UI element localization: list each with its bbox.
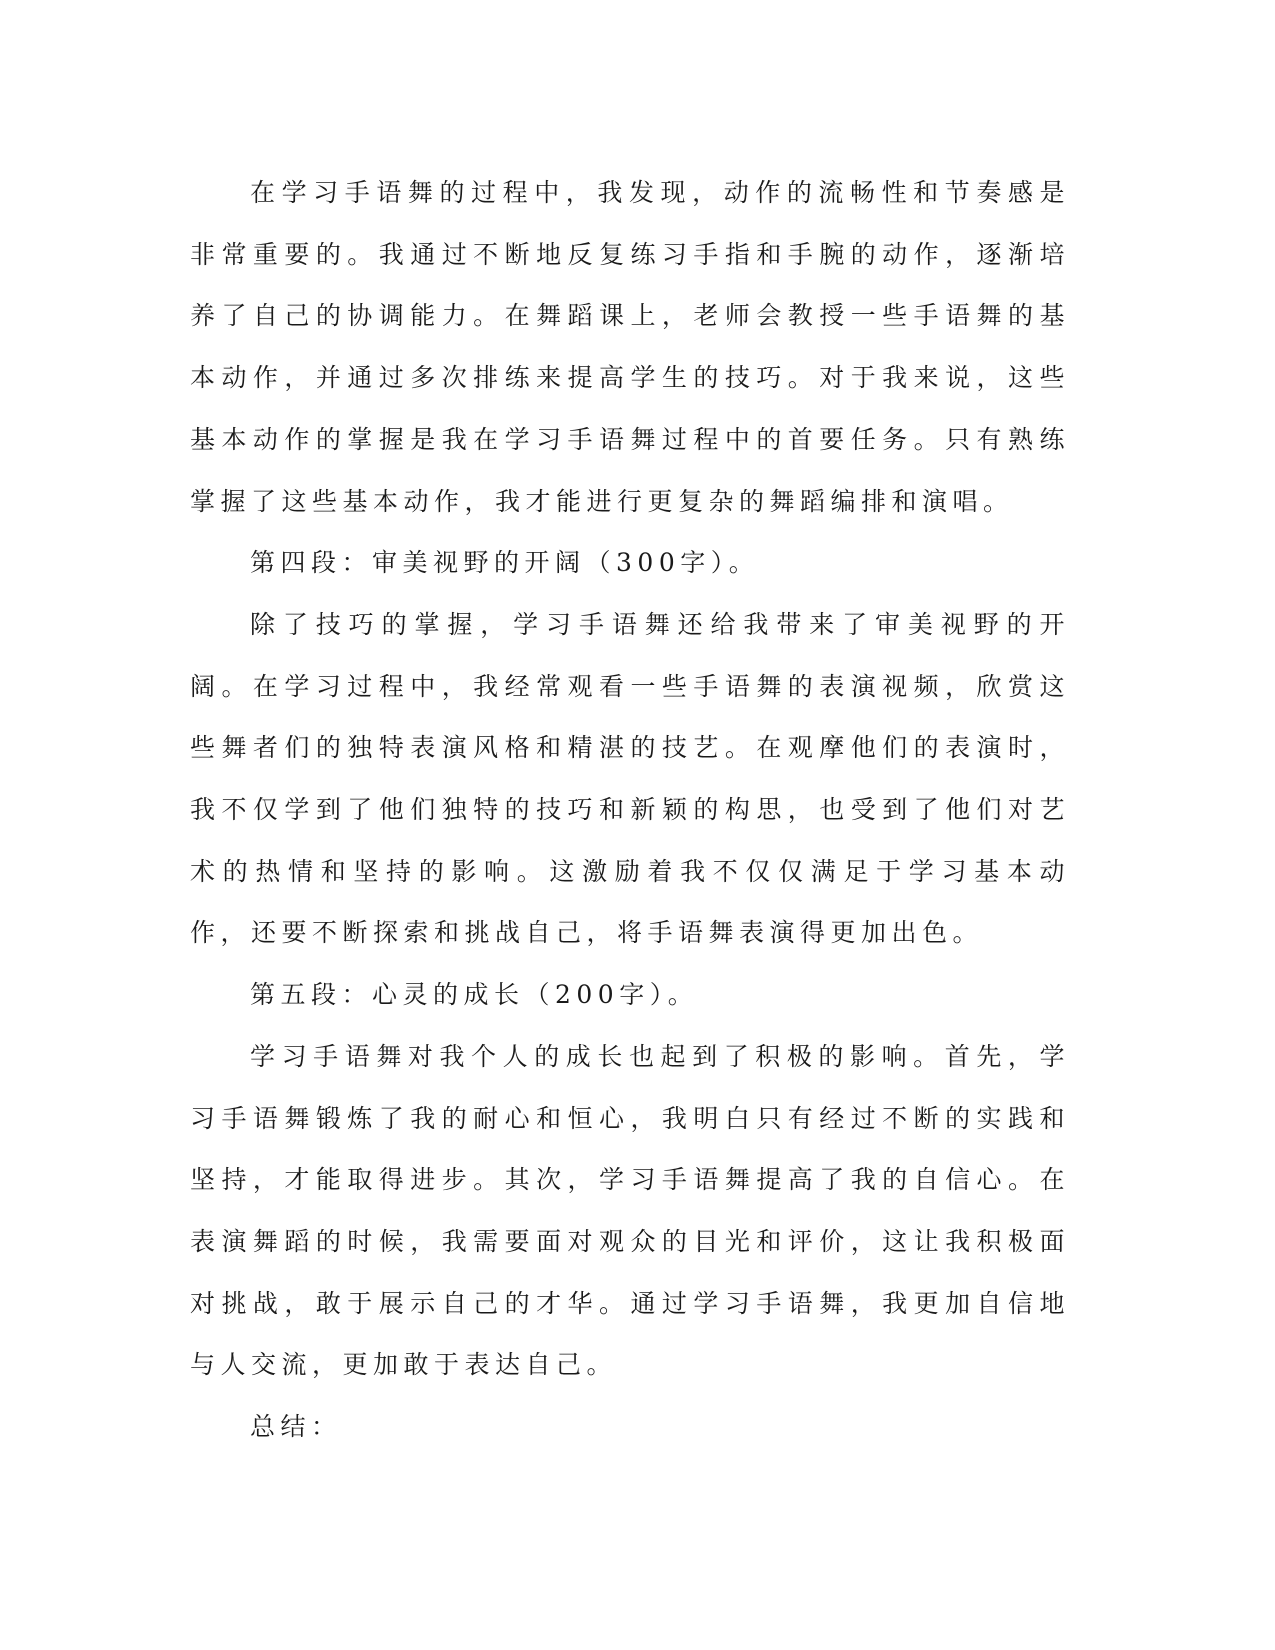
paragraph-practice: 在学习手语舞的过程中，我发现，动作的流畅性和节奏感是非常重要的。我通过不断地反复练习手指和手腕的动作，逐渐培养了自己的协调能力。在舞蹈课上，老师会教授一些手语舞的基本动作，并通过多次排练来提高学生的技巧。对于我来说，这些基本动作的掌握是我在学习手语舞过程中的首要任务。只有熟练掌握了这些基本动作，我才能进行更复杂的舞蹈编排和演唱。 [190, 178, 1070, 516]
section-heading-five: 第五段：心灵的成长（200字）。 [250, 980, 699, 1010]
paragraph-aesthetic: 除了技巧的掌握，学习手语舞还给我带来了审美视野的开阔。在学习过程中，我经常观看一些手语舞的表演视频，欣赏这些舞者们的独特表演风格和精湛的技艺。在观摩他们的表演时，我不仅学到了他们独特的技巧和新颖的构思，也受到了他们对艺术的热情和坚持的影响。这激励着我不仅仅满足于学习基本动作，还要不断探索和挑战自己，将手语舞表演得更加出色。 [190, 609, 1070, 948]
section-heading-four: 第四段：审美视野的开阔（300字）。 [250, 548, 760, 578]
summary-heading: 总结： [250, 1412, 342, 1442]
document-body [190, 162, 1070, 1458]
paragraph-growth: 学习手语舞对我个人的成长也起到了积极的影响。首先，学习手语舞锻炼了我的耐心和恒心，我明白只有经过不断的实践和坚持，才能取得进步。其次，学习手语舞提高了我的自信心。在表演舞蹈的时候，我需要面对观众的目光和评价，这让我积极面对挑战，敢于展示自己的才华。通过学习手语舞，我更加自信地与人交流，更加敢于表达自己。 [190, 1041, 1070, 1380]
